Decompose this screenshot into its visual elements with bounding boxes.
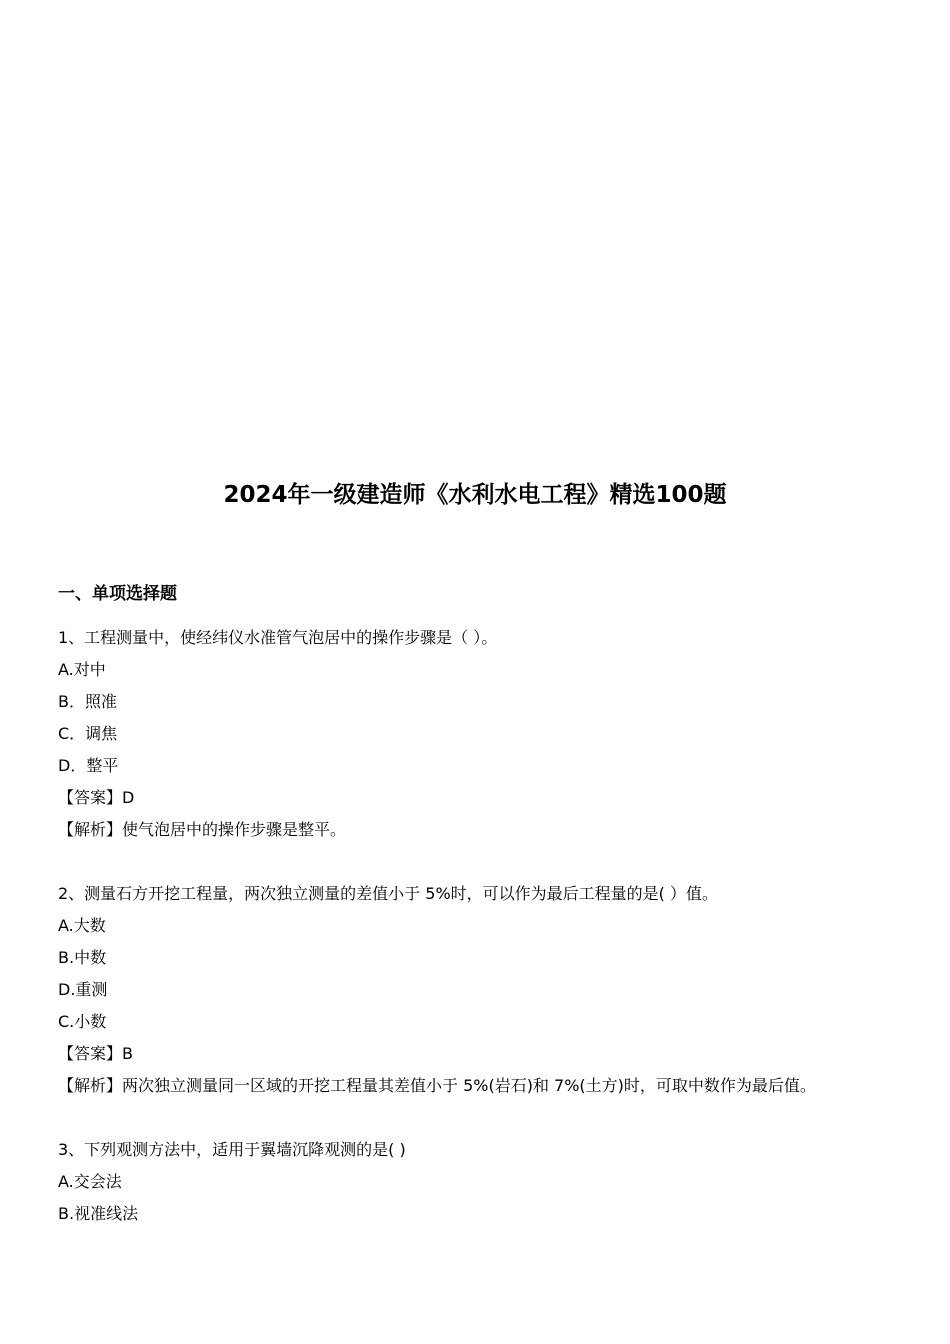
option-a: A.交会法 xyxy=(58,1172,122,1191)
option-b: B.视准线法 xyxy=(58,1204,139,1223)
document-content xyxy=(58,578,898,1230)
section-heading: 一、单项选择题 xyxy=(58,584,177,604)
option-c: C.小数 xyxy=(58,1012,107,1031)
question-stem: 1、工程测量中，使经纬仪水准管气泡居中的操作步骤是（ ）。 xyxy=(58,628,498,647)
answer-line: 【答案】B xyxy=(58,1044,133,1063)
option-a: A.对中 xyxy=(58,660,106,679)
document-title: 2024年一级建造师《水利水电工程》精选100题 xyxy=(223,482,727,508)
option-c: C．调焦 xyxy=(58,724,118,743)
question-1 xyxy=(58,622,898,846)
option-b: B.中数 xyxy=(58,948,107,967)
spacer xyxy=(58,846,898,878)
analysis-line: 【解析】使气泡居中的操作步骤是整平。 xyxy=(58,820,347,839)
option-a: A.大数 xyxy=(58,916,106,935)
question-3 xyxy=(58,1134,898,1230)
spacer xyxy=(58,1102,898,1134)
question-stem: 2、测量石方开挖工程量，两次独立测量的差值小于 5%时，可以作为最后工程量的是( ）值。 xyxy=(58,884,718,903)
option-d: D．整平 xyxy=(58,756,119,775)
option-b: B．照准 xyxy=(58,692,117,711)
analysis-line: 【解析】两次独立测量同一区域的开挖工程量其差值小于 5%(岩石)和 7%(土方)时，可取中数作为最后值。 xyxy=(58,1076,816,1095)
answer-line: 【答案】D xyxy=(58,788,135,807)
question-stem: 3、下列观测方法中，适用于翼墙沉降观测的是( ) xyxy=(58,1140,406,1159)
option-d: D.重测 xyxy=(58,980,108,999)
question-2 xyxy=(58,878,898,1102)
